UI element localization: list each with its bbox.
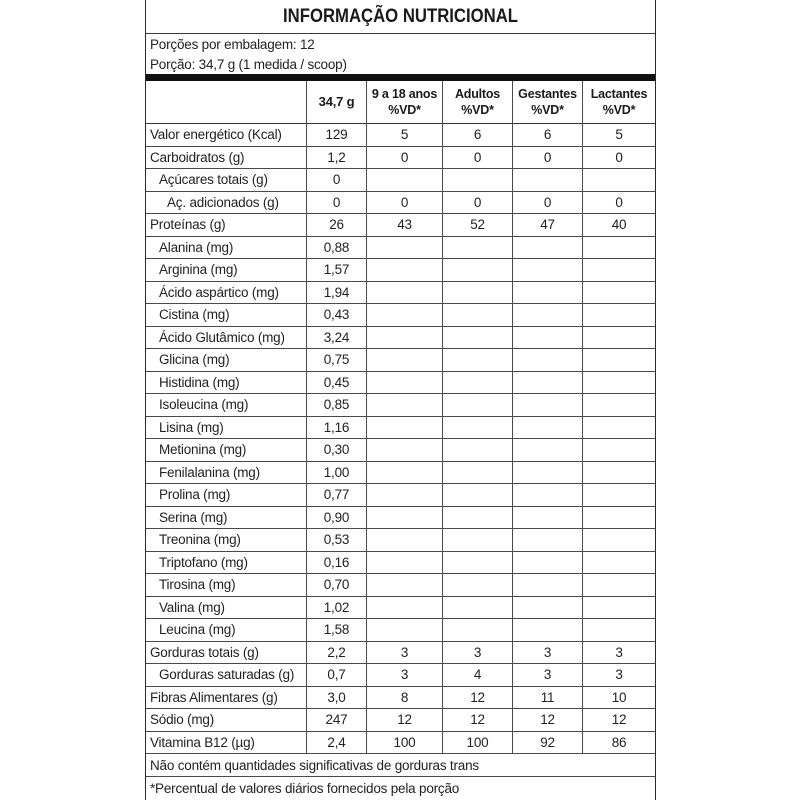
vd-gestantes	[513, 439, 583, 461]
nutrient-label: Valina (mg)	[146, 597, 307, 619]
amount-per-serving: 0,90	[307, 507, 367, 529]
vd-9-18-anos	[367, 237, 443, 259]
amount-per-serving: 129	[307, 124, 367, 146]
nutrition-facts-table	[145, 0, 656, 800]
vd-lactantes	[583, 529, 655, 551]
vd-lactantes: 3	[615, 644, 623, 660]
vd-adultos	[443, 462, 513, 484]
amount-per-serving: 1,02	[307, 597, 367, 619]
servings-per-package: Porções por embalagem: 12	[150, 36, 315, 52]
nutrient-label: Aç. adicionados (g)	[146, 192, 307, 214]
header-vd-adultos	[443, 81, 513, 123]
amount-per-serving: 1,2	[307, 147, 367, 169]
nutrient-row	[146, 259, 655, 282]
vd-lactantes	[583, 552, 655, 574]
vd-gestantes	[513, 484, 583, 506]
vd-gestantes: 11	[513, 687, 583, 709]
nutrient-row	[146, 192, 655, 215]
vd-adultos	[443, 372, 513, 394]
nutrient-row	[146, 484, 655, 507]
vd-9-18-anos	[367, 259, 443, 281]
nutrient-label: Sódio (mg)	[146, 709, 307, 731]
vd-adultos	[443, 439, 513, 461]
vd-adultos: 12	[443, 687, 513, 709]
header-vd-label: %VD*	[388, 103, 421, 117]
amount-per-serving: 3,24	[307, 327, 367, 349]
vd-9-18-anos: 0	[367, 147, 443, 169]
vd-9-18-anos	[367, 304, 443, 326]
header-vd-label: %VD*	[531, 103, 564, 117]
header-group-label: Lactantes	[590, 87, 648, 101]
column-header-row	[146, 81, 655, 124]
header-nutrient-blank	[146, 81, 307, 123]
nutrient-row	[146, 237, 655, 260]
nutrient-row	[146, 327, 655, 350]
header-vd-9-18-anos	[367, 81, 443, 123]
vd-9-18-anos	[367, 394, 443, 416]
table-title: INFORMAÇÃO NUTRICIONAL	[283, 5, 518, 27]
vd-lactantes: 86	[611, 734, 627, 750]
amount-per-serving: 0,75	[307, 349, 367, 371]
nutrient-row	[146, 664, 655, 687]
vd-9-18-anos	[367, 462, 443, 484]
nutrient-label: Ácido aspártico (mg)	[146, 282, 307, 304]
vd-adultos	[443, 349, 513, 371]
vd-adultos: 52	[443, 214, 513, 236]
vd-9-18-anos	[367, 619, 443, 641]
vd-gestantes: 6	[513, 124, 583, 146]
nutrient-label: Lisina (mg)	[146, 417, 307, 439]
amount-per-serving: 3,0	[307, 687, 367, 709]
amount-per-serving: 0,16	[307, 552, 367, 574]
vd-gestantes	[513, 394, 583, 416]
header-amount-label: 34,7 g	[318, 94, 355, 109]
amount-per-serving: 247	[307, 709, 367, 731]
vd-9-18-anos	[367, 574, 443, 596]
vd-gestantes	[513, 597, 583, 619]
nutrient-row	[146, 732, 655, 755]
header-group-label: Gestantes	[518, 87, 577, 101]
vd-lactantes	[583, 282, 655, 304]
amount-per-serving: 0	[307, 192, 367, 214]
nutrient-label: Leucina (mg)	[146, 619, 307, 641]
vd-gestantes: 0	[513, 192, 583, 214]
vd-9-18-anos	[367, 349, 443, 371]
vd-lactantes: 5	[615, 127, 623, 143]
vd-9-18-anos	[367, 372, 443, 394]
nutrient-label: Vitamina B12 (µg)	[146, 732, 307, 754]
footnote-vd: *Percentual de valores diários fornecidos pela porção	[150, 781, 460, 796]
nutrient-label: Histidina (mg)	[146, 372, 307, 394]
nutrient-label: Arginina (mg)	[146, 259, 307, 281]
vd-gestantes	[513, 507, 583, 529]
vd-9-18-anos	[367, 282, 443, 304]
vd-adultos	[443, 552, 513, 574]
nutrient-label: Proteínas (g)	[146, 214, 307, 236]
vd-adultos	[443, 529, 513, 551]
vd-gestantes	[513, 462, 583, 484]
nutrient-row	[146, 642, 655, 665]
amount-per-serving: 0,88	[307, 237, 367, 259]
vd-lactantes	[583, 574, 655, 596]
vd-adultos	[443, 304, 513, 326]
nutrient-label: Valor energético (Kcal)	[146, 124, 307, 146]
amount-per-serving: 1,58	[307, 619, 367, 641]
vd-lactantes	[583, 349, 655, 371]
vd-adultos	[443, 574, 513, 596]
nutrient-row	[146, 214, 655, 237]
vd-adultos	[443, 394, 513, 416]
vd-lactantes	[583, 259, 655, 281]
vd-adultos	[443, 484, 513, 506]
nutrient-label: Fibras Alimentares (g)	[146, 687, 307, 709]
vd-gestantes	[513, 574, 583, 596]
nutrient-label: Ácido Glutâmico (mg)	[146, 327, 307, 349]
amount-per-serving: 1,57	[307, 259, 367, 281]
vd-adultos	[443, 507, 513, 529]
vd-lactantes	[583, 439, 655, 461]
vd-adultos	[443, 417, 513, 439]
nutrient-row	[146, 124, 655, 147]
header-amount	[307, 81, 367, 123]
vd-9-18-anos: 3	[367, 642, 443, 664]
nutrient-rows	[146, 124, 655, 754]
nutrient-label: Serina (mg)	[146, 507, 307, 529]
vd-adultos	[443, 282, 513, 304]
header-vd-label: %VD*	[461, 103, 494, 117]
vd-adultos: 4	[443, 664, 513, 686]
vd-gestantes: 3	[513, 642, 583, 664]
nutrient-row	[146, 417, 655, 440]
nutrient-label: Tirosina (mg)	[146, 574, 307, 596]
vd-lactantes: 40	[611, 217, 627, 233]
amount-per-serving: 1,00	[307, 462, 367, 484]
vd-adultos	[443, 619, 513, 641]
vd-adultos: 0	[443, 147, 513, 169]
vd-lactantes: 0	[615, 194, 623, 210]
vd-lactantes	[583, 417, 655, 439]
nutrient-row	[146, 462, 655, 485]
amount-per-serving: 0,43	[307, 304, 367, 326]
vd-gestantes	[513, 237, 583, 259]
vd-lactantes: 10	[611, 689, 627, 705]
vd-9-18-anos	[367, 552, 443, 574]
nutrient-label: Cistina (mg)	[146, 304, 307, 326]
vd-gestantes	[513, 619, 583, 641]
nutrient-label: Isoleucina (mg)	[146, 394, 307, 416]
nutrient-row	[146, 304, 655, 327]
nutrient-label: Fenilalanina (mg)	[146, 462, 307, 484]
vd-adultos	[443, 327, 513, 349]
amount-per-serving: 0,53	[307, 529, 367, 551]
title-row	[146, 0, 655, 34]
vd-lactantes: 0	[615, 149, 623, 165]
vd-gestantes: 92	[513, 732, 583, 754]
nutrient-label: Gorduras totais (g)	[146, 642, 307, 664]
vd-9-18-anos	[367, 507, 443, 529]
nutrient-label: Treonina (mg)	[146, 529, 307, 551]
header-vd-gestantes	[513, 81, 583, 123]
amount-per-serving: 0,45	[307, 372, 367, 394]
vd-lactantes	[583, 597, 655, 619]
nutrient-row	[146, 529, 655, 552]
vd-9-18-anos: 100	[367, 732, 443, 754]
amount-per-serving: 0,30	[307, 439, 367, 461]
vd-lactantes	[583, 619, 655, 641]
vd-9-18-anos: 5	[367, 124, 443, 146]
vd-lactantes	[583, 372, 655, 394]
nutrient-row	[146, 394, 655, 417]
vd-lactantes	[583, 169, 655, 191]
nutrient-row	[146, 574, 655, 597]
vd-gestantes	[513, 417, 583, 439]
vd-gestantes: 3	[513, 664, 583, 686]
header-vd-lactantes	[583, 81, 655, 123]
vd-adultos	[443, 259, 513, 281]
vd-9-18-anos: 0	[367, 192, 443, 214]
vd-lactantes	[583, 462, 655, 484]
vd-gestantes	[513, 529, 583, 551]
nutrient-row	[146, 597, 655, 620]
vd-9-18-anos: 8	[367, 687, 443, 709]
vd-lactantes	[583, 507, 655, 529]
vd-lactantes	[583, 304, 655, 326]
amount-per-serving: 0,70	[307, 574, 367, 596]
vd-lactantes	[583, 327, 655, 349]
nutrient-label: Glicina (mg)	[146, 349, 307, 371]
nutrient-row	[146, 169, 655, 192]
nutrient-label: Açúcares totais (g)	[146, 169, 307, 191]
vd-gestantes	[513, 552, 583, 574]
vd-lactantes: 3	[615, 667, 623, 683]
vd-9-18-anos: 3	[367, 664, 443, 686]
divider-bar	[146, 74, 655, 81]
amount-per-serving: 1,16	[307, 417, 367, 439]
nutrient-row	[146, 507, 655, 530]
vd-adultos	[443, 237, 513, 259]
amount-per-serving: 0,77	[307, 484, 367, 506]
amount-per-serving: 0,7	[307, 664, 367, 686]
nutrient-row	[146, 619, 655, 642]
nutrient-row	[146, 282, 655, 305]
vd-gestantes: 0	[513, 147, 583, 169]
header-vd-label: %VD*	[602, 103, 636, 117]
vd-adultos: 12	[443, 709, 513, 731]
nutrient-label: Carboidratos (g)	[146, 147, 307, 169]
nutrient-row	[146, 552, 655, 575]
header-group-label: 9 a 18 anos	[371, 87, 438, 101]
nutrient-row	[146, 147, 655, 170]
vd-9-18-anos	[367, 417, 443, 439]
amount-per-serving: 2,2	[307, 642, 367, 664]
footnote-trans-fat: Não contém quantidades significativas de gorduras trans	[146, 754, 655, 777]
nutrient-label: Metionina (mg)	[146, 439, 307, 461]
nutrient-row	[146, 349, 655, 372]
nutrient-row	[146, 687, 655, 710]
vd-gestantes	[513, 304, 583, 326]
vd-gestantes: 47	[513, 214, 583, 236]
serving-size: Porção: 34,7 g (1 medida / scoop)	[150, 56, 347, 72]
vd-adultos: 0	[443, 192, 513, 214]
nutrient-row	[146, 372, 655, 395]
amount-per-serving: 2,4	[307, 732, 367, 754]
header-group-label: Adultos	[454, 87, 501, 101]
vd-9-18-anos	[367, 327, 443, 349]
vd-9-18-anos: 12	[367, 709, 443, 731]
vd-lactantes	[583, 237, 655, 259]
amount-per-serving: 0	[307, 169, 367, 191]
nutrient-row	[146, 439, 655, 462]
vd-9-18-anos	[367, 529, 443, 551]
vd-lactantes: 12	[611, 712, 627, 728]
vd-gestantes	[513, 349, 583, 371]
vd-gestantes	[513, 282, 583, 304]
nutrient-label: Gorduras saturadas (g)	[146, 664, 307, 686]
nutrient-row	[146, 709, 655, 732]
vd-gestantes	[513, 259, 583, 281]
vd-adultos	[443, 597, 513, 619]
vd-adultos: 3	[443, 642, 513, 664]
vd-gestantes	[513, 327, 583, 349]
vd-adultos	[443, 169, 513, 191]
amount-per-serving: 1,94	[307, 282, 367, 304]
vd-gestantes	[513, 372, 583, 394]
vd-lactantes	[583, 394, 655, 416]
nutrient-label: Triptofano (mg)	[146, 552, 307, 574]
vd-lactantes	[583, 484, 655, 506]
vd-9-18-anos	[367, 169, 443, 191]
nutrient-label: Prolina (mg)	[146, 484, 307, 506]
vd-9-18-anos: 43	[367, 214, 443, 236]
vd-gestantes	[513, 169, 583, 191]
vd-adultos: 6	[443, 124, 513, 146]
vd-gestantes: 12	[513, 709, 583, 731]
vd-adultos: 100	[443, 732, 513, 754]
amount-per-serving: 0,85	[307, 394, 367, 416]
vd-9-18-anos	[367, 597, 443, 619]
nutrient-label: Alanina (mg)	[146, 237, 307, 259]
vd-9-18-anos	[367, 439, 443, 461]
vd-9-18-anos	[367, 484, 443, 506]
amount-per-serving: 26	[307, 214, 367, 236]
